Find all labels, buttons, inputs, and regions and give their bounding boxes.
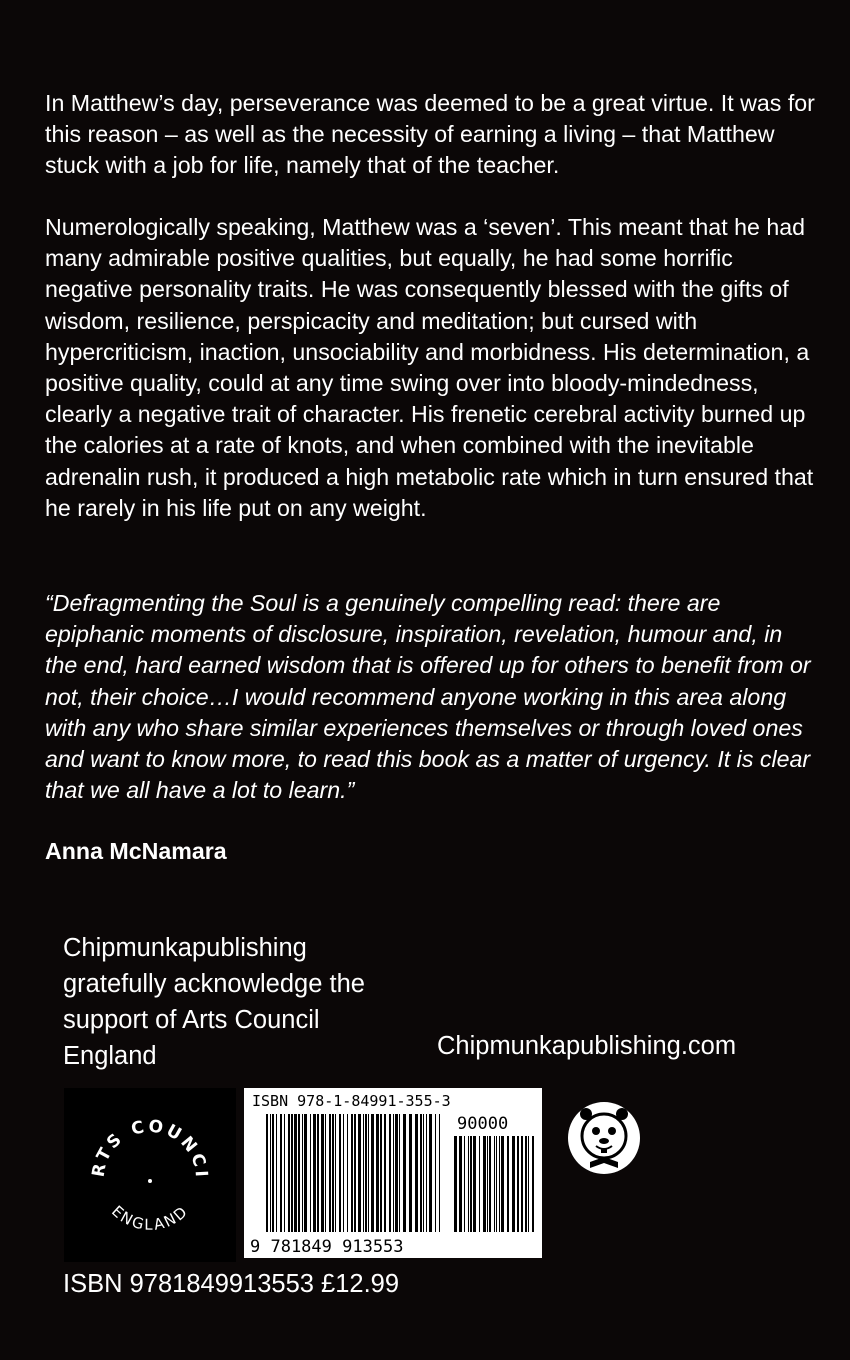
barcode-bar (284, 1114, 285, 1232)
review-quote: “Defragmenting the Soul is a genuinely compelling read: there are epiphanic moments of disclosure, inspiration, revelation, humour and, in the end, hard earned wisdom that is offered up for others to benefit from or not, their choice…I would recommend anyone working in this area along with any who share similar experiences themselves or through loved ones and want to know more, to read this book as a matter of urgency. It is clear that we all have a lot to learn.” (45, 590, 811, 804)
barcode-bar (393, 1114, 394, 1232)
barcode-bar (429, 1114, 432, 1232)
barcode-bar (368, 1114, 369, 1232)
barcode-bar (496, 1136, 497, 1232)
barcode-bar (499, 1136, 500, 1232)
barcode-bar (435, 1114, 436, 1232)
barcode-bar (313, 1114, 316, 1232)
barcode-bar (473, 1136, 476, 1232)
isbn-barcode (244, 1088, 542, 1258)
barcode-bar (304, 1114, 307, 1232)
numerology-paragraph: Numerologically speaking, Matthew was a ‘seven’. This meant that he had many admirable positive qualities, but equally, he had some horrific negative personality traits. He was consequently blessed with the gifts of wisdom, resilience, perspicacity and meditation; but cursed with hypercriticism, inaction, unsociability and morbidness. His determination, a positive quality, could at any time swing over into bloody-mindedness, clearly a negative trait of character. His frenetic cerebral activity burned up the calories at a rate of knots, and when combined with the inevitable adrenalin rush, it produced a high metabolic rate which in turn ensured that he rarely in his life put on any weight. (45, 214, 814, 521)
barcode-bar (409, 1114, 412, 1232)
barcode-bar (420, 1114, 422, 1232)
barcode-bar (347, 1114, 348, 1232)
barcode-bar (351, 1114, 353, 1232)
barcode-isbn-label: ISBN 978-1-84991-355-3 (252, 1092, 451, 1110)
logo-bottom-text: ENGLAND (108, 1201, 192, 1234)
publisher-acknowledgement (63, 930, 423, 1074)
barcode-bar (343, 1114, 344, 1232)
barcode-bar (403, 1114, 406, 1232)
barcode-bar (376, 1114, 379, 1232)
barcode-bar (325, 1114, 326, 1232)
barcode-bar (329, 1114, 331, 1232)
barcode-bar (507, 1136, 509, 1232)
barcode-bar (512, 1136, 515, 1232)
barcode-bar (426, 1114, 427, 1232)
barcode-bar (528, 1136, 529, 1232)
barcode-bar (525, 1136, 527, 1232)
barcode-bar (317, 1114, 319, 1232)
barcode-add-on-number: 90000 (457, 1114, 509, 1134)
barcode-bar (399, 1114, 400, 1232)
barcode-digits: 9 781849 913553 (250, 1237, 404, 1257)
barcode-bar (371, 1114, 374, 1232)
barcode-bar (501, 1136, 504, 1232)
barcode-bar (464, 1136, 465, 1232)
barcode-bar (302, 1114, 303, 1232)
intro-paragraph: In Matthew’s day, perseverance was deemed to be a great virtue. It was for this reason – as well as the necessity of earning a living – that Matthew stuck with a job for life, namely that of the teacher. (45, 90, 815, 179)
ack-line: Chipmunkapublishing (63, 934, 307, 962)
barcode-bar (423, 1114, 424, 1232)
barcode-bar (298, 1114, 300, 1232)
barcode-bar (288, 1114, 290, 1232)
barcode-bar (335, 1114, 336, 1232)
barcode-bar (363, 1114, 364, 1232)
barcode-bar (454, 1136, 457, 1232)
barcode-bar (395, 1114, 398, 1232)
barcode-bar (532, 1136, 534, 1232)
isbn-price: ISBN 9781849913553 £12.99 (63, 1270, 400, 1298)
ack-line: gratefully acknowledge the (63, 970, 365, 998)
barcode-bar (294, 1114, 297, 1232)
barcode-bar (459, 1136, 462, 1232)
chipmunk-face-icon (566, 1100, 642, 1176)
barcode-bar (494, 1136, 495, 1232)
barcode-bar (332, 1114, 334, 1232)
barcode-bar (380, 1114, 382, 1232)
logo-top-text: RTS COUNCI (88, 1116, 212, 1181)
barcode-bar (272, 1114, 274, 1232)
barcode-bar (389, 1114, 391, 1232)
barcode-bar (339, 1114, 341, 1232)
barcode-bar (483, 1136, 486, 1232)
barcode-bar (280, 1114, 282, 1232)
barcode-bar (489, 1136, 491, 1232)
barcode-bar (291, 1114, 293, 1232)
barcode-bar (365, 1114, 367, 1232)
barcode-bar (321, 1114, 324, 1232)
barcode-bar (470, 1136, 472, 1232)
barcode-bar (479, 1136, 480, 1232)
barcode-bar (276, 1114, 277, 1232)
arts-council-logo (64, 1088, 236, 1262)
barcode-bar (384, 1114, 386, 1232)
barcode-bar (358, 1114, 361, 1232)
publisher-website: Chipmunkapublishing.com (437, 1032, 737, 1060)
quote-attribution: Anna McNamara (45, 838, 227, 864)
barcode-bar (415, 1114, 418, 1232)
barcode-bar (468, 1136, 469, 1232)
ack-line: England (63, 1042, 157, 1070)
barcode-bar (266, 1114, 268, 1232)
barcode-bar (270, 1114, 271, 1232)
barcode-bar (310, 1114, 311, 1232)
barcode-bar (517, 1136, 519, 1232)
barcode-bar (439, 1114, 440, 1232)
barcode-bar (521, 1136, 523, 1232)
ack-line: support of Arts Council (63, 1006, 320, 1034)
barcode-bar (354, 1114, 356, 1232)
barcode-bar (487, 1136, 488, 1232)
